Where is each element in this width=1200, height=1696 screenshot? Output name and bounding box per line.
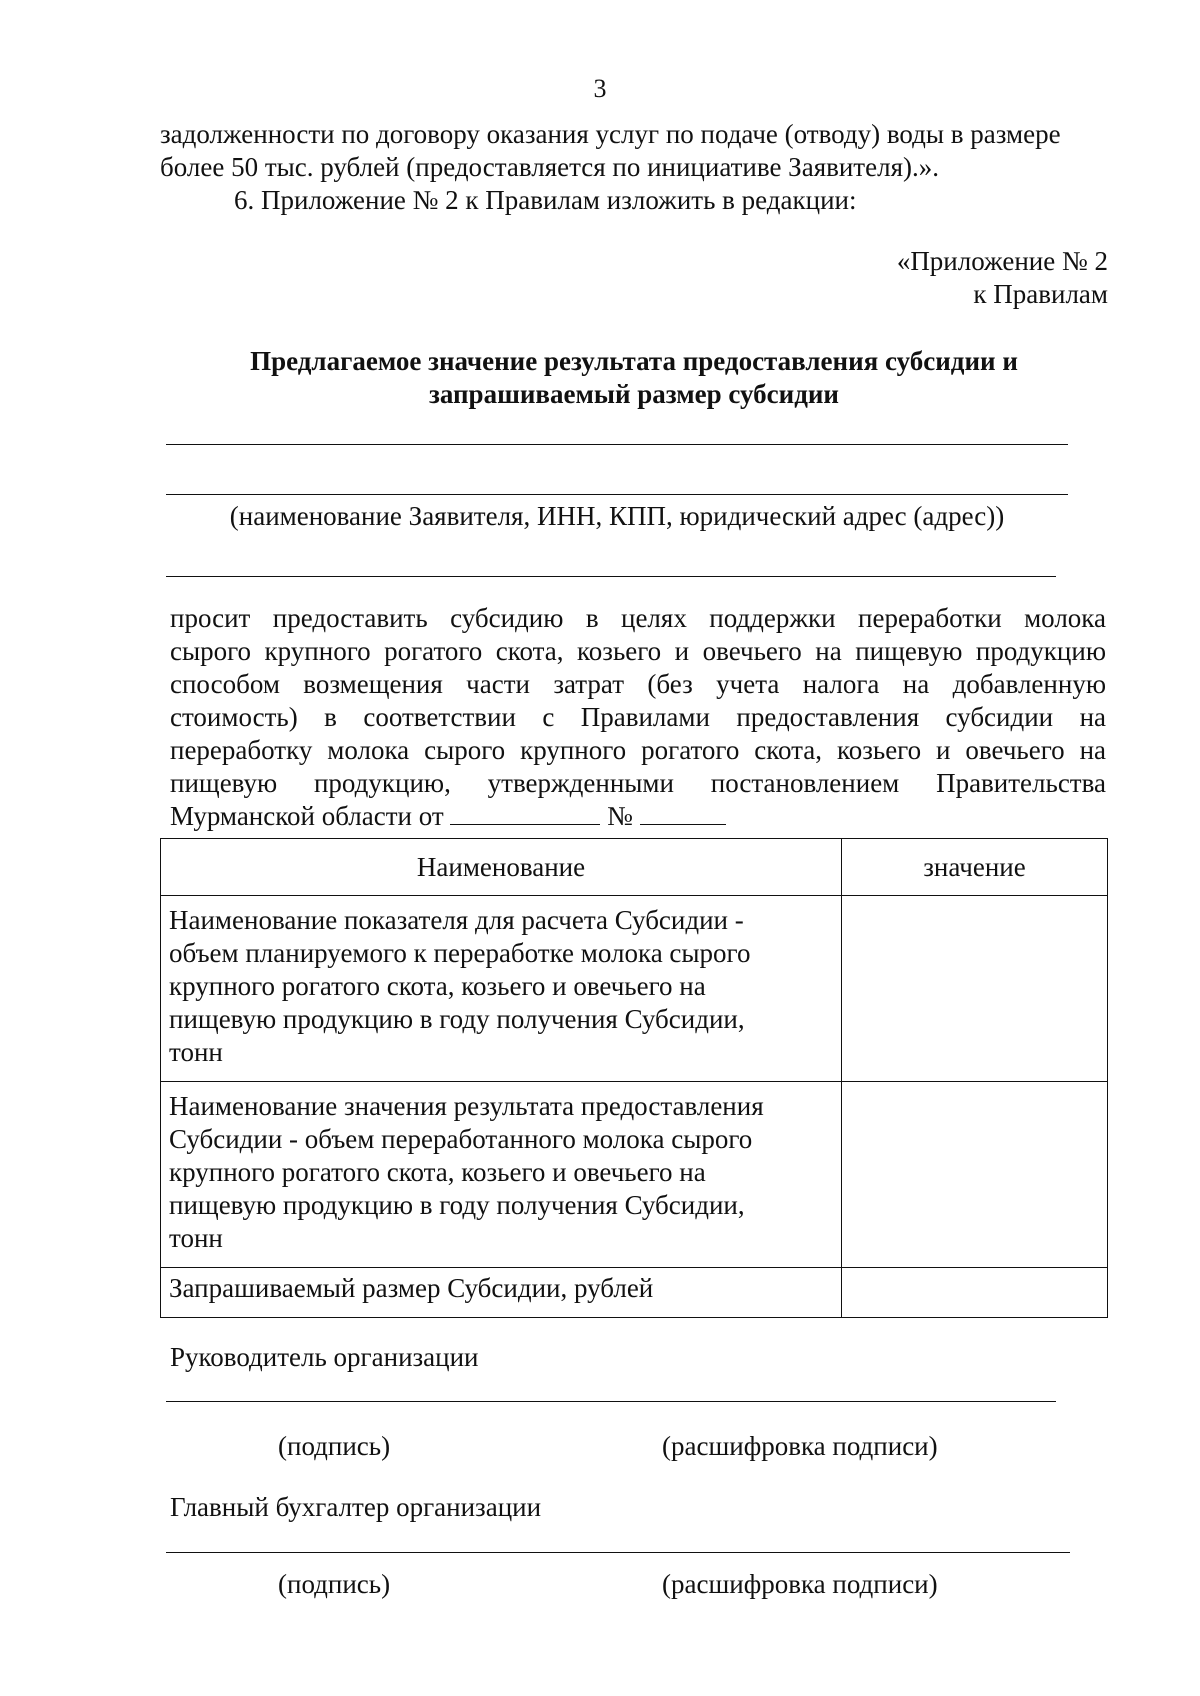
number-sign: № bbox=[607, 801, 633, 831]
header-value-cell: значение bbox=[842, 839, 1108, 896]
header-name-cell: Наименование bbox=[161, 839, 842, 896]
head-label: Руководитель организации bbox=[170, 1342, 479, 1372]
accountant-signature-caption: (подпись) bbox=[278, 1569, 391, 1599]
applicant-blank-line-3 bbox=[166, 576, 1056, 577]
table-row bbox=[161, 1082, 1108, 1268]
accountant-signature-line[interactable] bbox=[166, 1552, 1070, 1553]
intro-line-2: более 50 тыс. рублей (предоставляется по инициативе Заявителя).». bbox=[160, 152, 939, 182]
head-signature-caption: (подпись) bbox=[278, 1431, 391, 1461]
row-1-line-1: Наименование показателя для расчета Субсидии - bbox=[169, 905, 744, 935]
table-row bbox=[161, 896, 1108, 1082]
request-line-2: сырого крупного рогатого скота, козьего и овечьего на пищевую продукцию bbox=[170, 636, 1106, 666]
row-2-line-1: Наименование значения результата предоставления bbox=[169, 1091, 764, 1121]
request-line-1: просит предоставить субсидию в целях поддержки переработки молока bbox=[170, 603, 1106, 633]
row-1-line-4: пищевую продукцию в году получения Субсидии, bbox=[169, 1004, 745, 1034]
request-line-4: стоимость) в соответствии с Правилами предоставления субсидии на bbox=[170, 702, 1106, 732]
row-name-cell bbox=[161, 896, 842, 1082]
intro-line-3: 6. Приложение № 2 к Правилам изложить в редакции: bbox=[234, 185, 857, 215]
request-line-7 bbox=[170, 800, 726, 833]
row-2-line-3: крупного рогатого скота, козьего и овечьего на bbox=[169, 1157, 706, 1187]
accountant-label: Главный бухгалтер организации bbox=[170, 1492, 542, 1522]
row-2-value-cell[interactable] bbox=[842, 1082, 1108, 1268]
request-line-6: пищевую продукцию, утвержденными постановлением Правительства bbox=[170, 768, 1106, 798]
accountant-decoding-caption: (расшифровка подписи) bbox=[662, 1569, 938, 1599]
applicant-caption: (наименование Заявителя, ИНН, КПП, юридический адрес (адрес)) bbox=[229, 501, 1005, 531]
row-1-line-3: крупного рогатого скота, козьего и овечьего на bbox=[169, 971, 706, 1001]
intro-line-1: задолженности по договору оказания услуг по подаче (отводу) воды в размере bbox=[160, 119, 1061, 149]
row-2-line-5: тонн bbox=[169, 1223, 223, 1253]
request-line-5: переработку молока сырого крупного рогатого скота, козьего и овечьего на bbox=[170, 735, 1106, 765]
row-2-line-2: Субсидии - объем переработанного молока сырого bbox=[169, 1124, 753, 1154]
table-header-row bbox=[161, 839, 1108, 896]
head-signature-line[interactable] bbox=[166, 1401, 1056, 1402]
applicant-blank-line-1 bbox=[166, 444, 1068, 445]
row-name-cell bbox=[161, 1082, 842, 1268]
request-line-3: способом возмещения части затрат (без учета налога на добавленную bbox=[170, 669, 1106, 699]
head-decoding-caption: (расшифровка подписи) bbox=[662, 1431, 938, 1461]
request-last-line-prefix: Мурманской области от bbox=[170, 801, 444, 831]
table-row bbox=[161, 1268, 1108, 1318]
date-blank[interactable] bbox=[450, 802, 600, 825]
row-name-cell bbox=[161, 1268, 842, 1318]
appendix-ref-line-1: «Приложение № 2 bbox=[896, 246, 1108, 276]
title-line-2: запрашиваемый размер субсидии bbox=[429, 379, 839, 409]
indicator-table bbox=[160, 838, 1108, 1318]
row-1-value-cell[interactable] bbox=[842, 896, 1108, 1082]
row-3-line-1: Запрашиваемый размер Субсидии, рублей bbox=[169, 1273, 654, 1303]
row-1-line-5: тонн bbox=[169, 1037, 223, 1067]
title-line-1: Предлагаемое значение результата предоставления субсидии и bbox=[250, 346, 1018, 376]
row-3-value-cell[interactable] bbox=[842, 1268, 1108, 1318]
row-2-line-4: пищевую продукцию в году получения Субсидии, bbox=[169, 1190, 745, 1220]
number-blank[interactable] bbox=[640, 802, 726, 825]
row-1-line-2: объем планируемого к переработке молока сырого bbox=[169, 938, 751, 968]
applicant-blank-line-2 bbox=[166, 494, 1068, 495]
appendix-ref-line-2: к Правилам bbox=[973, 279, 1108, 309]
page-number: 3 bbox=[593, 74, 607, 103]
